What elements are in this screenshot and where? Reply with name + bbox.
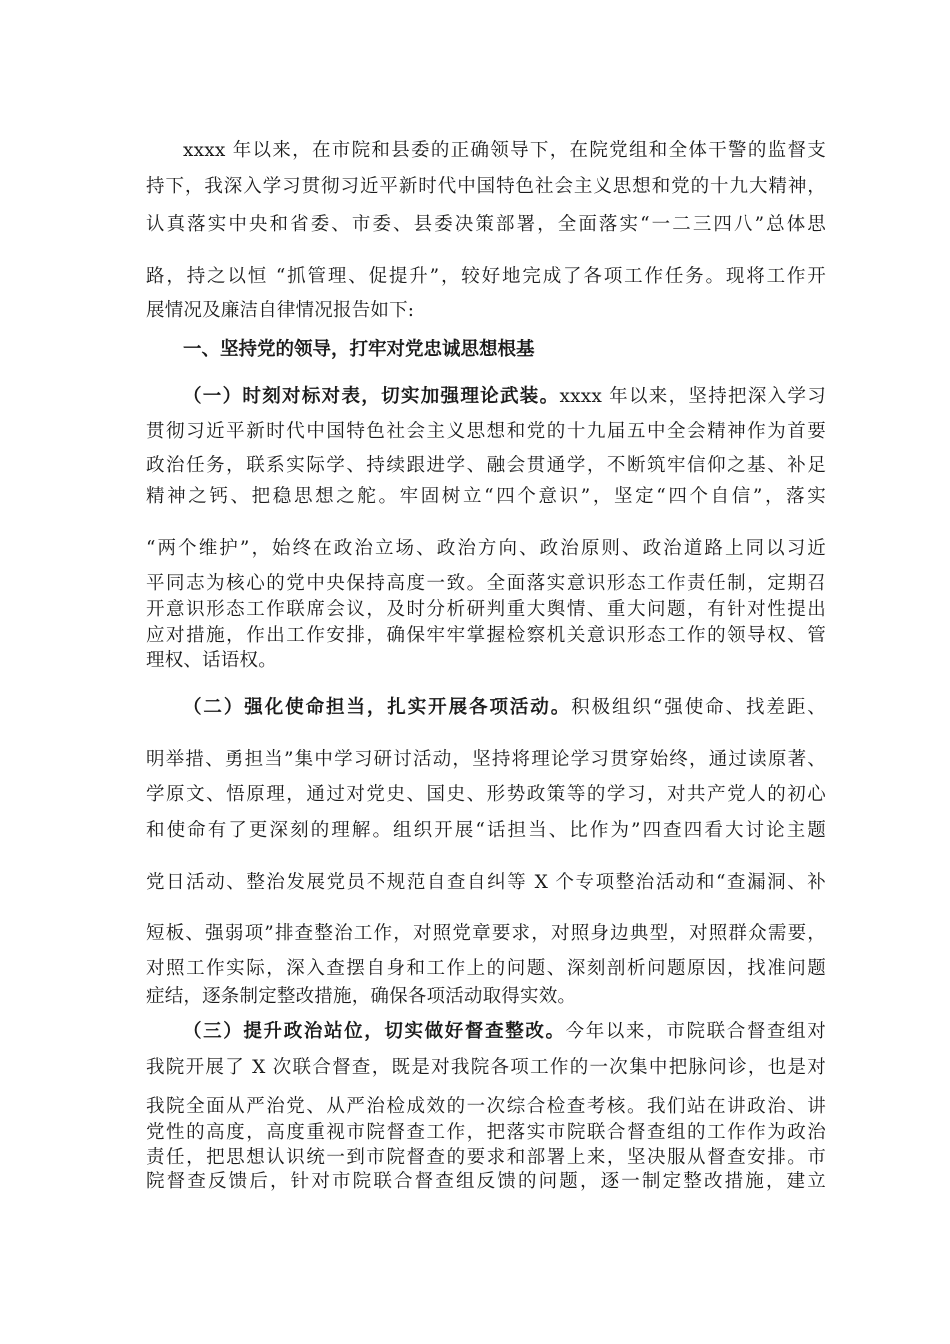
item1-line-3: 政治任务，联系实际学、持续跟进学、融会贯通学，不断筑牢信仰之基、补足 <box>146 455 826 476</box>
item3-line-2: 我院开展了 X 次联合督查，既是对我院各项工作的一次集中把脉问诊，也是对 <box>146 1057 826 1078</box>
item3-line-5: 责任，把思想认识统一到市院督查的要求和部署上来，坚决服从督查安排。市 <box>146 1147 826 1168</box>
item2-first-line-rest: 积极组织“强使命、找差距、 <box>571 697 826 718</box>
intro-line-5: 展情况及廉洁自律情况报告如下: <box>146 300 415 321</box>
item2-line-6: 短板、强弱项”排查整治工作，对照党章要求，对照身边典型，对照群众需要， <box>146 923 826 944</box>
item1-first-line-rest: xxxx 年以来，坚持把深入学习 <box>559 386 826 407</box>
item2-line-2: 明举措、勇担当”集中学习研讨活动，坚持将理论学习贯穿始终，通过读原著、 <box>146 749 826 770</box>
item2-line-5: 党日活动、整治发展党员不规范自查自纠等 X 个专项整治活动和“查漏洞、补 <box>146 872 826 893</box>
item1-line-2: 贯彻习近平新时代中国特色社会主义思想和党的十九届五中全会精神作为首要 <box>146 421 826 442</box>
item1-line-5: “两个维护”，始终在政治立场、政治方向、政治原则、政治道路上同以习近 <box>146 538 826 559</box>
item1-first-line <box>183 382 826 412</box>
item3-first-line <box>183 1017 826 1047</box>
item1-line-8: 应对措施，作出工作安排，确保牢牢掌握检察机关意识形态工作的领导权、管 <box>146 625 826 646</box>
item1-line-6: 平同志为核心的党中央保持高度一致。全面落实意识形态工作责任制，定期召 <box>146 573 826 594</box>
item2-line-3: 学原文、悟原理，通过对党史、国史、形势政策等的学习，对共产党人的初心 <box>146 784 826 805</box>
item3-title: （三）提升政治站位，切实做好督查整改。 <box>183 1021 566 1042</box>
item3-line-3: 我院全面从严治党、从严治检成效的一次综合检查考核。我们站在讲政治、讲 <box>146 1096 826 1117</box>
intro-line-4: 路，持之以恒 “抓管理、促提升”，较好地完成了各项工作任务。现将工作开 <box>146 266 826 287</box>
item2-line-7: 对照工作实际，深入查摆自身和工作上的问题、深刻剖析问题原因，找准问题 <box>146 958 826 979</box>
item1-line-9: 理权、话语权。 <box>146 650 277 671</box>
item3-first-line-rest: 今年以来，市院联合督查组对 <box>565 1021 826 1042</box>
item1-line-4: 精神之钙、把稳思想之舵。牢固树立“四个意识”，坚定“四个自信”，落实 <box>146 486 826 507</box>
item2-line-8: 症结，逐条制定整改措施，确保各项活动取得实效。 <box>146 986 577 1007</box>
item3-line-4: 党性的高度，高度重视市院督查工作，把落实市院联合督查组的工作作为政治 <box>146 1122 826 1143</box>
item1-line-7: 开意识形态工作联席会议，及时分析研判重大舆情、重大问题，有针对性提出 <box>146 599 826 620</box>
item1-title: （一）时刻对标对表，切实加强理论武装。 <box>183 386 560 407</box>
item2-line-4: 和使命有了更深刻的理解。组织开展“话担当、比作为”四查四看大讨论主题 <box>146 820 826 841</box>
intro-line-1: xxxx 年以来，在市院和县委的正确领导下，在院党组和全体干警的监督支 <box>183 140 826 161</box>
section-heading: 一、坚持党的领导，打牢对党忠诚思想根基 <box>183 339 535 360</box>
item2-title: （二）强化使命担当，扎实开展各项活动。 <box>183 697 572 718</box>
intro-line-3: 认真落实中央和省委、市委、县委决策部署，全面落实“一二三四八”总体思 <box>146 214 826 235</box>
item2-first-line <box>183 693 826 723</box>
item3-line-6: 院督查反馈后，针对市院联合督查组反馈的问题，逐一制定整改措施，建立 <box>146 1171 826 1192</box>
intro-line-2: 持下，我深入学习贯彻习近平新时代中国特色社会主义思想和党的十九大精神， <box>146 176 826 197</box>
